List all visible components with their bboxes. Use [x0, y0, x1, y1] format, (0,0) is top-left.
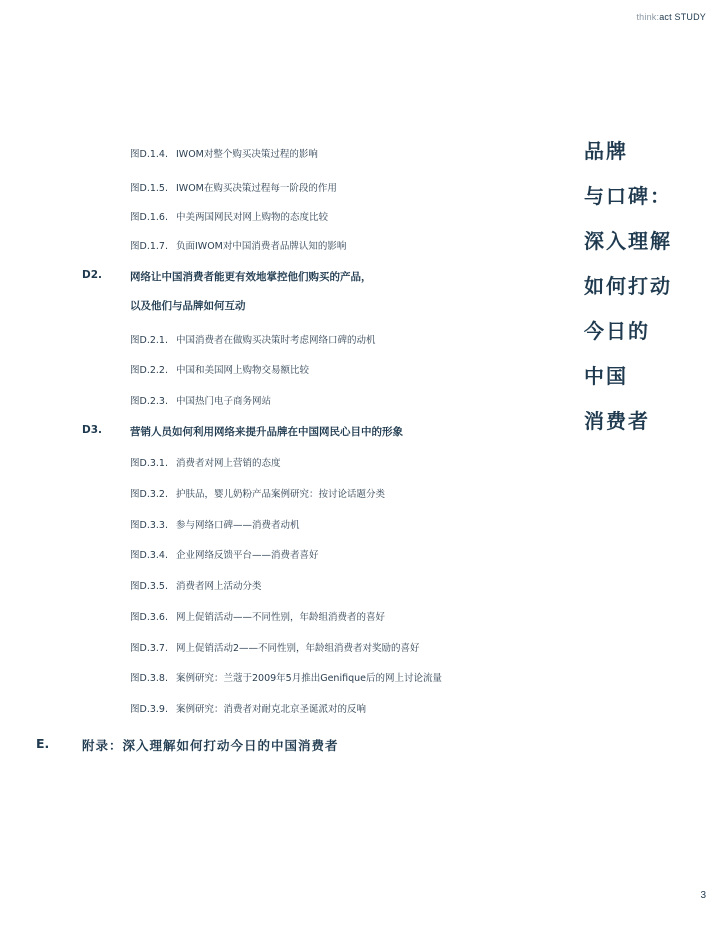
figure-title: 企业网络反馈平台——消费者喜好 — [176, 550, 319, 561]
figure-title: 中国消费者在做购买决策时考虑网络口碑的动机 — [176, 335, 376, 346]
toc-figure-d1-4[interactable] — [130, 146, 550, 160]
toc-section-d3[interactable] — [82, 424, 522, 440]
figure-title: 负面IWOM对中国消费者品牌认知的影响 — [176, 241, 347, 252]
figure-title: 中国热门电子商务网站 — [176, 396, 272, 407]
figure-number: 图D.3.8. — [130, 673, 168, 684]
figure-title: IWOM对整个购买决策过程的影响 — [176, 149, 318, 160]
section-title: 营销人员如何利用网络来提升品牌在中国网民心目中的形象 — [130, 426, 403, 438]
figure-number: 图D.2.2. — [130, 365, 168, 376]
toc-figure-d2-2[interactable] — [130, 362, 550, 376]
figure-number: 图D.3.1. — [130, 458, 168, 469]
figure-title: 消费者对网上营销的态度 — [176, 458, 281, 469]
toc-figure-d1-6[interactable] — [130, 209, 550, 223]
toc-figure-d3-1[interactable] — [130, 455, 550, 469]
figure-title: 消费者网上活动分类 — [176, 581, 262, 592]
side-title-line: 深入理解 — [584, 229, 672, 253]
toc-figure-d3-4[interactable] — [130, 547, 550, 561]
figure-title: 中国和美国网上购物交易额比较 — [176, 365, 310, 376]
figure-number: 图D.1.4. — [130, 149, 168, 160]
figure-title: 案例研究：消费者对耐克北京圣诞派对的反响 — [176, 704, 367, 715]
toc-figure-d1-5[interactable] — [130, 180, 550, 194]
side-title-line: 品牌 — [584, 139, 628, 163]
page-number: 3 — [700, 890, 706, 901]
figure-title: 案例研究：兰蔻于2009年5月推出Genifique后的网上讨论流量 — [176, 673, 442, 684]
header-brand — [636, 12, 706, 22]
figure-number: 图D.3.6. — [130, 612, 168, 623]
figure-number: 图D.3.7. — [130, 643, 168, 654]
side-title-line: 今日的 — [584, 319, 650, 343]
figure-number: 图D.1.5. — [130, 183, 168, 194]
figure-number: 图D.2.1. — [130, 335, 168, 346]
figure-title: 参与网络口碑——消费者动机 — [176, 520, 300, 531]
side-title — [584, 138, 704, 453]
toc-section-e[interactable] — [36, 736, 556, 754]
side-title-line: 与口碑： — [584, 184, 672, 208]
toc-section-d2-title-cont[interactable]: 以及他们与品牌如何互动 — [130, 300, 246, 312]
toc-figure-d1-7[interactable] — [130, 238, 550, 252]
figure-title: 中美两国网民对网上购物的态度比较 — [176, 212, 329, 223]
figure-title: 网上促销活动——不同性别，年龄组消费者的喜好 — [176, 612, 386, 623]
figure-number: 图D.3.2. — [130, 489, 168, 500]
figure-number: 图D.3.4. — [130, 550, 168, 561]
toc-section-d2[interactable] — [82, 269, 522, 285]
toc-figure-d2-3[interactable] — [130, 393, 550, 407]
brand-act: act — [659, 12, 672, 22]
toc-figure-d3-5[interactable] — [130, 578, 550, 592]
toc-figure-d2-1[interactable] — [130, 332, 550, 346]
section-title: 附录：深入理解如何打动今日的中国消费者 — [82, 738, 339, 753]
figure-number: 图D.3.5. — [130, 581, 168, 592]
side-title-line: 中国 — [584, 364, 628, 388]
figure-title: 护肤品，婴儿奶粉产品案例研究：按讨论话题分类 — [176, 489, 386, 500]
toc-figure-d3-2[interactable] — [130, 486, 550, 500]
section-id: D3. — [82, 424, 103, 436]
figure-number: 图D.1.7. — [130, 241, 168, 252]
section-id: D2. — [82, 269, 103, 281]
figure-number: 图D.3.9. — [130, 704, 168, 715]
brand-study: STUDY — [671, 12, 706, 22]
toc-figure-d3-8[interactable] — [130, 670, 550, 684]
figure-number: 图D.2.3. — [130, 396, 168, 407]
brand-think: think: — [636, 12, 660, 22]
figure-title: IWOM在购买决策过程每一阶段的作用 — [176, 183, 337, 194]
section-title: 网络让中国消费者能更有效地掌控他们购买的产品， — [130, 271, 372, 283]
figure-number: 图D.3.3. — [130, 520, 168, 531]
toc-figure-d3-3[interactable] — [130, 517, 550, 531]
toc-figure-d3-7[interactable] — [130, 640, 550, 654]
side-title-line: 如何打动 — [584, 274, 672, 298]
side-title-line: 消费者 — [584, 409, 650, 433]
toc-figure-d3-9[interactable] — [130, 701, 550, 715]
toc-figure-d3-6[interactable] — [130, 609, 550, 623]
section-id: E. — [36, 736, 50, 751]
figure-number: 图D.1.6. — [130, 212, 168, 223]
figure-title: 网上促销活动2——不同性别，年龄组消费者对奖励的喜好 — [176, 643, 420, 654]
